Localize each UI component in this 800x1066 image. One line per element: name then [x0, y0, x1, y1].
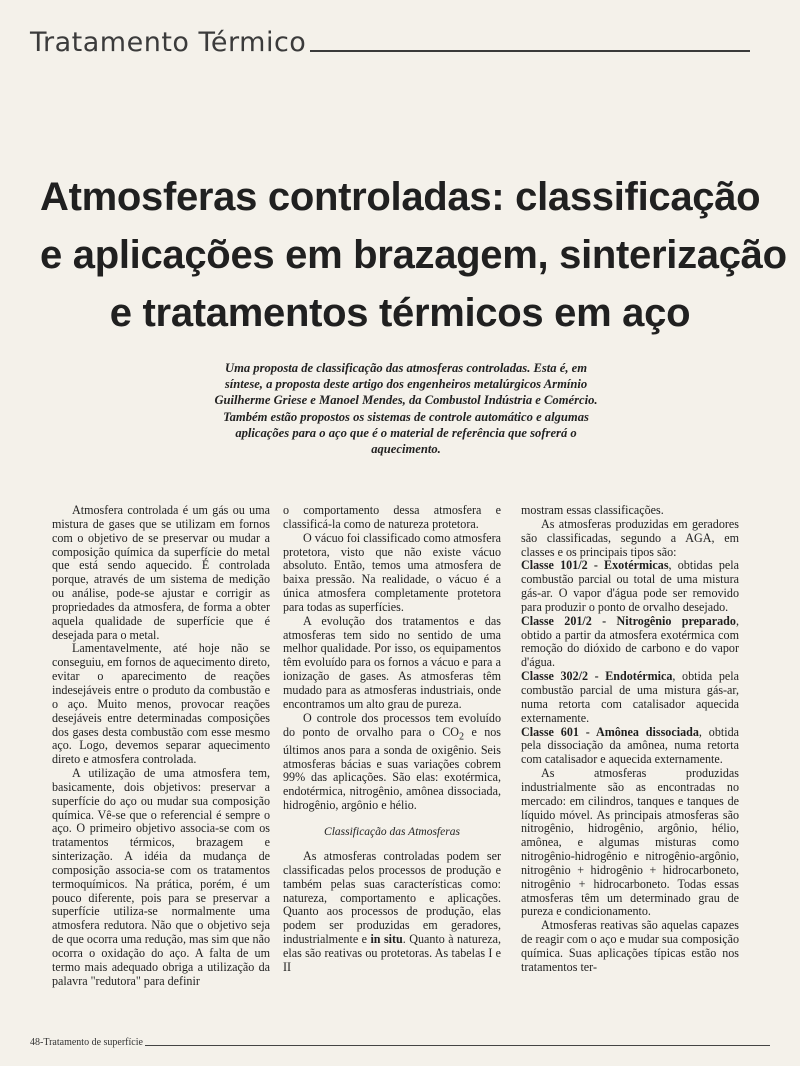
body-paragraph: Atmosferas reativas são aquelas capazes de reagir com o aço e mudar sua composição química. Suas aplicações típicas estão nos tratamentos ter-	[521, 918, 739, 974]
class-description: , obtida pela dissociação da amônea, numa retorta com catalisador e aquecida externamente.	[521, 724, 740, 767]
class-entry	[521, 615, 739, 670]
body-paragraph: As atmosferas produzidas em geradores são classificadas, segundo a AGA, em classes e os principais tipos são:	[521, 516, 739, 559]
body-paragraph: O vácuo foi classificado como atmosfera protetora, visto que não existe vácuo absoluto. Então, temos uma atmosfera de baixa pressão. Na realidade, o vácuo é a única atmosfera completamente protetora para todas as superfícies.	[283, 530, 501, 614]
standfirst-line-1: Uma proposta de classificação das atmosferas controladas. Esta é, em	[224, 361, 588, 375]
footer-rule	[145, 1045, 770, 1046]
body-column-3	[521, 504, 739, 975]
article-standfirst	[190, 360, 622, 457]
subscript-2: 2	[459, 730, 465, 742]
body-paragraph: Lamentavelmente, até hoje não se conseguiu, em fornos de aquecimento direto, evitar o aparecimento de reações indesejáveis entre o produto da combustão e o aço. Muito menos, provocar reações desejáveis entre determinadas composições dos gases desta combustão com esse mesmo aço. Logo, devemos separar aquecimento direto e atmosfera controlada.	[52, 641, 270, 767]
class-title: Classe 201/2 - Nitrogênio preparado	[521, 613, 736, 628]
body-paragraph: mostram essas classificações.	[521, 503, 664, 517]
page-footer	[30, 1033, 770, 1049]
body-paragraph	[283, 850, 501, 975]
class-entry	[521, 670, 739, 725]
class-title: Classe 101/2 - Exotérmicas	[521, 558, 669, 573]
header-rule	[310, 50, 750, 52]
class-description: , obtida pela combustão parcial de uma mistura gás-ar, numa retorta com catalisador aquecida externamente.	[521, 669, 739, 725]
body-column-2	[283, 504, 501, 975]
headline-line-2: e aplicações em brazagem, sinterização	[40, 233, 787, 277]
standfirst-line-5: aplicações para o aço que é o material de referência que sofrerá o	[235, 425, 577, 440]
body-column-1	[52, 504, 270, 989]
text-run: As atmosferas controladas podem ser classificadas pelos processos de produção e também pelas suas características como: natureza, comportamento e aplicações. Quanto aos processos de produção, elas podem ser produzidas em geradores, industrialmente e	[283, 848, 501, 947]
class-entry	[521, 726, 739, 768]
text-run: . Quanto à natureza, elas são reativas ou protetoras. As tabelas I e II	[283, 932, 501, 974]
headline-line-1: Atmosferas controladas: classificação	[40, 175, 761, 219]
class-title: Classe 302/2 - Endotérmica	[521, 669, 673, 684]
standfirst-line-2: síntese, a proposta deste artigo dos engenheiros metalúrgicos Armínio	[224, 377, 588, 392]
subsection-heading: Classificação das Atmosferas	[324, 825, 460, 838]
standfirst-line-6: aquecimento.	[371, 442, 441, 457]
text-run: O controle dos processos tem evoluído do ponto de orvalho para o CO	[283, 710, 501, 739]
headline-line-3: e tratamentos térmicos em aço	[109, 291, 691, 335]
body-paragraph	[283, 712, 501, 813]
article-headline	[40, 168, 787, 342]
bold-term: in situ	[370, 932, 403, 947]
text-run: e nos últimos anos para a sonda de oxigênio. Seis atmosferas bácias e suas variações cobrem 99% das aplicações. São elas: exotérmica, endotérmica, nitrogênio, amônea dissociada, hidrogênio, argônio e hélio.	[283, 724, 501, 813]
class-entry	[521, 559, 739, 614]
body-paragraph: o comportamento dessa atmosfera e classificá-la como de natureza protetora.	[283, 503, 501, 531]
section-label: Tratamento Térmico	[30, 27, 307, 58]
body-paragraph: A evolução dos tratamentos e das atmosferas tem sido no sentido de uma melhor qualidade. Por isso, os equipamentos têm evoluído para os fornos a vácuo e para a ionização de gases. As atmosferas têm mudado para as atmosferas industriais, onde encontramos um alto grau de pureza.	[283, 613, 501, 711]
class-title: Classe 601 - Amônea dissociada	[521, 724, 699, 739]
standfirst-line-4: Também estão propostos os sistemas de controle automático e algumas	[223, 409, 589, 424]
body-paragraph: A utilização de uma atmosfera tem, basicamente, dois objetivos: preservar a superfície do aço ou mudar sua composição química. Vê-se que o referencial é sempre o aço. O primeiro objetivo associa-se com os tratamentos térmicos, brazagem e sinterização. A idéia da mudança de composição associa-se com os tratamentos termoquímicos. Na prática, porém, é um pouco diferente, pois para se preservar a superfície utiliza-se normalmente uma atmosfera redutora. Não que o objetivo seja de que ocorra uma redução, mas sim que não ocorra o oxidação do aço. A falta de um termo mais adequado obriga a utilização da palavra "redutora" para definir	[52, 766, 270, 988]
body-paragraph: As atmosferas produzidas industrialmente são as encontradas no mercado: em cilindros, tanques e tanques de líquido móvel. As principais atmosferas são nitrogênio, hidrogênio, argônio, hélio, amônea, e algumas misturas como nitrogênio-hidrogênio e nitrogênio-argônio, nitrogênio + hidrogênio + hidrocarboneto, nitrogênio + hidrocarboneto. Todas essas atmosferas têm um determinado grau de pureza e condicionamento.	[521, 766, 739, 919]
body-paragraph: Atmosfera controlada é um gás ou uma mistura de gases que se utilizam em fornos com o objetivo de se preservar ou mudar a composição química da superfície do metal que está sendo aquecido. É controlada porque, através de um sistema de medição ou análise, pode-se ajustar e corrigir as propriedades da atmosfera, de forma a obter aquela qualidade de superfície que é desejada para o metal.	[52, 503, 270, 642]
section-header	[30, 26, 750, 58]
standfirst-line-3: Guilherme Griese e Manoel Mendes, da Combustol Indústria e Comércio.	[214, 393, 598, 408]
page-folio: 48-Tratamento de superfície	[30, 1037, 143, 1048]
class-description: , obtido a partir da atmosfera exotérmica com remoção do dióxido de carbono e do vapor d'água.	[521, 613, 739, 670]
class-description: , obtidas pela combustão parcial ou total de uma mistura gás-ar. O vapor d'água pode ser removido para produzir o ponto de orvalho desejado.	[521, 558, 739, 614]
